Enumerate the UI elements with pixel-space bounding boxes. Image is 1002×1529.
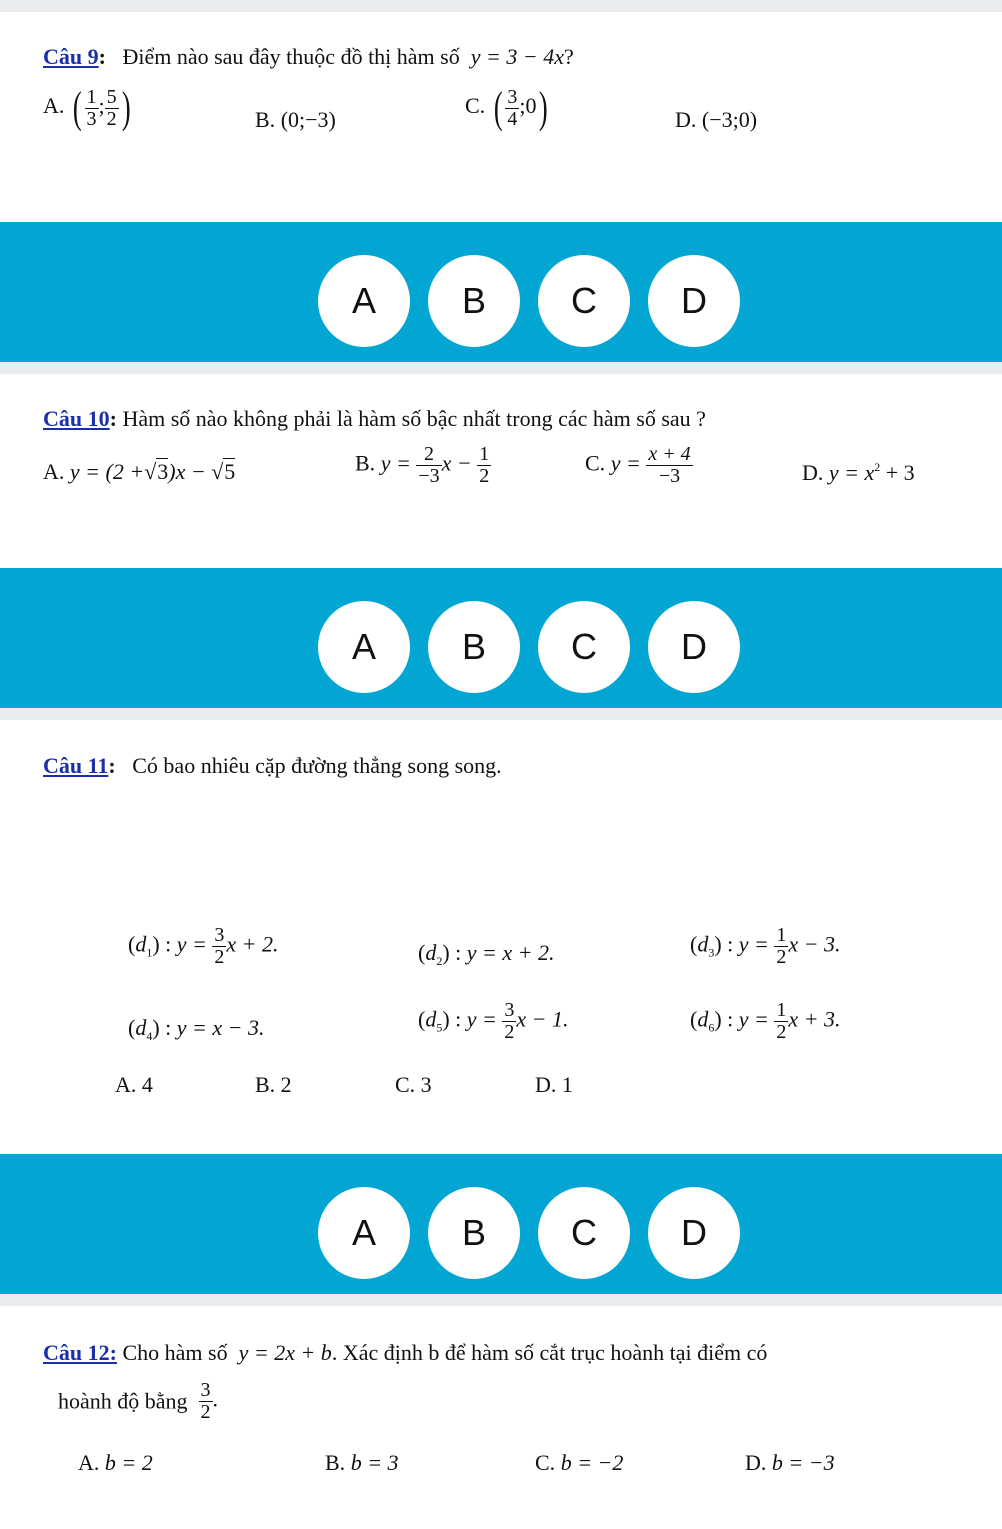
q10-question: Câu 10: Hàm số nào không phải là hàm số bậc nhất trong các hàm số sau ? bbox=[43, 406, 706, 431]
question-9-card bbox=[0, 12, 1002, 222]
q11-choice-c-button[interactable]: C bbox=[538, 1187, 630, 1279]
q11-choice-b-button[interactable]: B bbox=[428, 1187, 520, 1279]
question-11-card bbox=[0, 720, 1002, 1154]
q10-option-c: C. y = $\frac{x + 4}{-3}$ bbox=[585, 443, 691, 487]
q10-choice-c-button[interactable]: C bbox=[538, 601, 630, 693]
q11-question: Câu 11: Có bao nhiêu cặp đường thẳng song song. bbox=[43, 753, 502, 778]
q9-label: Câu 9 bbox=[43, 44, 99, 69]
q11-answer-b: B. 2 bbox=[255, 1072, 292, 1097]
q10-choice-a-button[interactable]: A bbox=[318, 601, 410, 693]
q9-choice-d-button[interactable]: D bbox=[648, 255, 740, 347]
q11-line-d6: $(d_6)$ : y = $\frac{1}{2}$ x + 3. bbox=[690, 999, 841, 1043]
q9-option-c: C. ( $\frac{3}{4}$ ;0) bbox=[465, 83, 549, 132]
q9-option-d: D. (−3;0) bbox=[675, 107, 758, 132]
q10-option-d: D. $y = x^2 + 3$ bbox=[802, 460, 915, 485]
q9-question: Câu 9: Điểm nào sau đây thuộc đồ thị hàm số y = 3 − 4x? bbox=[43, 44, 574, 69]
question-12-card bbox=[0, 1306, 1002, 1529]
q11-answer-bar bbox=[0, 1154, 1002, 1294]
q12-label: Câu 12: bbox=[43, 1340, 117, 1365]
q9-choice-c-button[interactable]: C bbox=[538, 255, 630, 347]
q11-answer-d: D. 1 bbox=[535, 1072, 573, 1097]
q10-option-a: A. y = (2 +√3)x − √5 bbox=[43, 459, 236, 484]
q12-option-d: D. b = −3 bbox=[745, 1450, 835, 1475]
q10-label: Câu 10 bbox=[43, 406, 110, 431]
q12-option-c: C. b = −2 bbox=[535, 1450, 624, 1475]
q9-choice-a-button[interactable]: A bbox=[318, 255, 410, 347]
q11-line-d3: $(d_3)$ : y = $\frac{1}{2}$ x − 3. bbox=[690, 924, 841, 968]
q10-choice-b-button[interactable]: B bbox=[428, 601, 520, 693]
q11-answer-c: C. 3 bbox=[395, 1072, 432, 1097]
q11-choice-d-button[interactable]: D bbox=[648, 1187, 740, 1279]
q11-answer-a: A. 4 bbox=[115, 1072, 153, 1097]
q11-line-d4: $(d_4)$ : y = x − 3. bbox=[128, 1015, 265, 1043]
q12-option-b: B. b = 3 bbox=[325, 1450, 399, 1475]
q10-option-b: B. y = $\frac{2}{-3}$ x − $\frac{1}{2}$ bbox=[355, 443, 490, 487]
q12-option-a: A. b = 2 bbox=[78, 1450, 153, 1475]
q11-label: Câu 11 bbox=[43, 753, 109, 778]
q9-option-a: A. ( $\frac{1}{3}$ ; $\frac{5}{2}$ ) bbox=[43, 83, 131, 132]
q9-option-b: B. (0;−3) bbox=[255, 107, 336, 132]
q10-choice-d-button[interactable]: D bbox=[648, 601, 740, 693]
q11-line-d2: $(d_2)$ : y = x + 2. bbox=[418, 940, 555, 968]
q12-question-line-2: hoành độ bằng $\frac{3}{2}$ . bbox=[58, 1379, 219, 1423]
q11-line-d5: $(d_5)$ : y = $\frac{3}{2}$ x − 1. bbox=[418, 999, 569, 1043]
q9-choice-b-button[interactable]: B bbox=[428, 255, 520, 347]
question-10-card bbox=[0, 374, 1002, 568]
q11-choice-a-button[interactable]: A bbox=[318, 1187, 410, 1279]
q12-question: Câu 12: Cho hàm số y = 2x + b. Xác định b để hàm số cắt trục hoành tại điểm có bbox=[43, 1340, 768, 1365]
q9-answer-bar bbox=[0, 222, 1002, 362]
q10-answer-bar bbox=[0, 568, 1002, 708]
q11-line-d1: $(d_1)$ : y = $\frac{3}{2}$ x + 2. bbox=[128, 924, 279, 968]
